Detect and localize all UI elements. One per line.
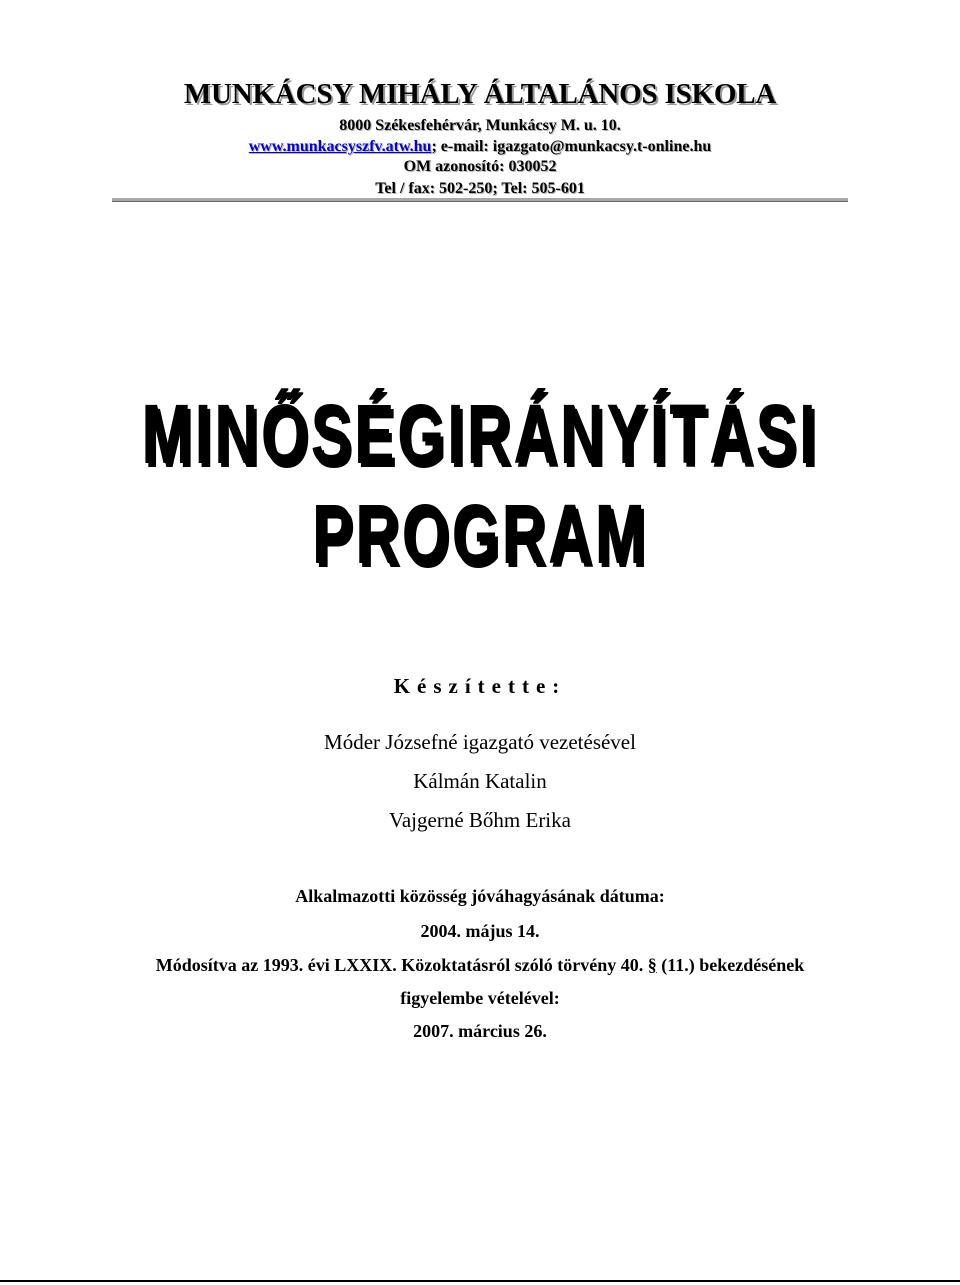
document-title-line2: PROGRAM — [311, 487, 648, 581]
website-link[interactable]: www.munkacsyszfv.atw.hu — [248, 138, 432, 155]
page-bottom-border — [0, 1280, 960, 1282]
phone-numbers: Tel / fax: 502-250; Tel: 505-601 — [375, 180, 585, 197]
modification-note — [0, 955, 960, 976]
email-label: e-mail: — [440, 138, 489, 155]
email-address: igazgato@munkacsy.t-online.hu — [492, 138, 712, 155]
modification-suffix: (11.) bekezdésének — [661, 955, 805, 975]
school-name: MUNKÁCSY MIHÁLY ÁLTALÁNOS ISKOLA — [183, 78, 777, 110]
modification-date: 2007. március 26. — [413, 1021, 547, 1041]
author-member: Vajgerné Bőhm Erika — [389, 808, 571, 832]
modification-note-line2: figyelembe vételével: — [400, 988, 560, 1008]
prepared-by-label: Készítette: — [393, 674, 567, 698]
school-address: 8000 Székesfehérvár, Munkácsy M. u. 10. — [339, 117, 621, 134]
contact-separator: ; — [431, 138, 437, 155]
modification-prefix: Módosítva az 1993. évi LXXIX. Közoktatásról szóló törvény 40. — [155, 955, 644, 975]
author-lead: Móder Józsefné igazgató vezetésével — [324, 730, 636, 754]
header-divider — [112, 198, 848, 202]
approval-date: 2004. május 14. — [420, 921, 540, 941]
document-title-line1: MINŐSÉGIRÁNYÍTÁSI — [141, 387, 819, 481]
section-sign: § — [647, 955, 657, 975]
approval-label: Alkalmazotti közösség jóváhagyásának dátuma: — [295, 886, 665, 906]
contact-line — [0, 138, 960, 156]
author-member: Kálmán Katalin — [413, 769, 547, 793]
om-identifier: OM azonosító: 030052 — [403, 158, 557, 175]
